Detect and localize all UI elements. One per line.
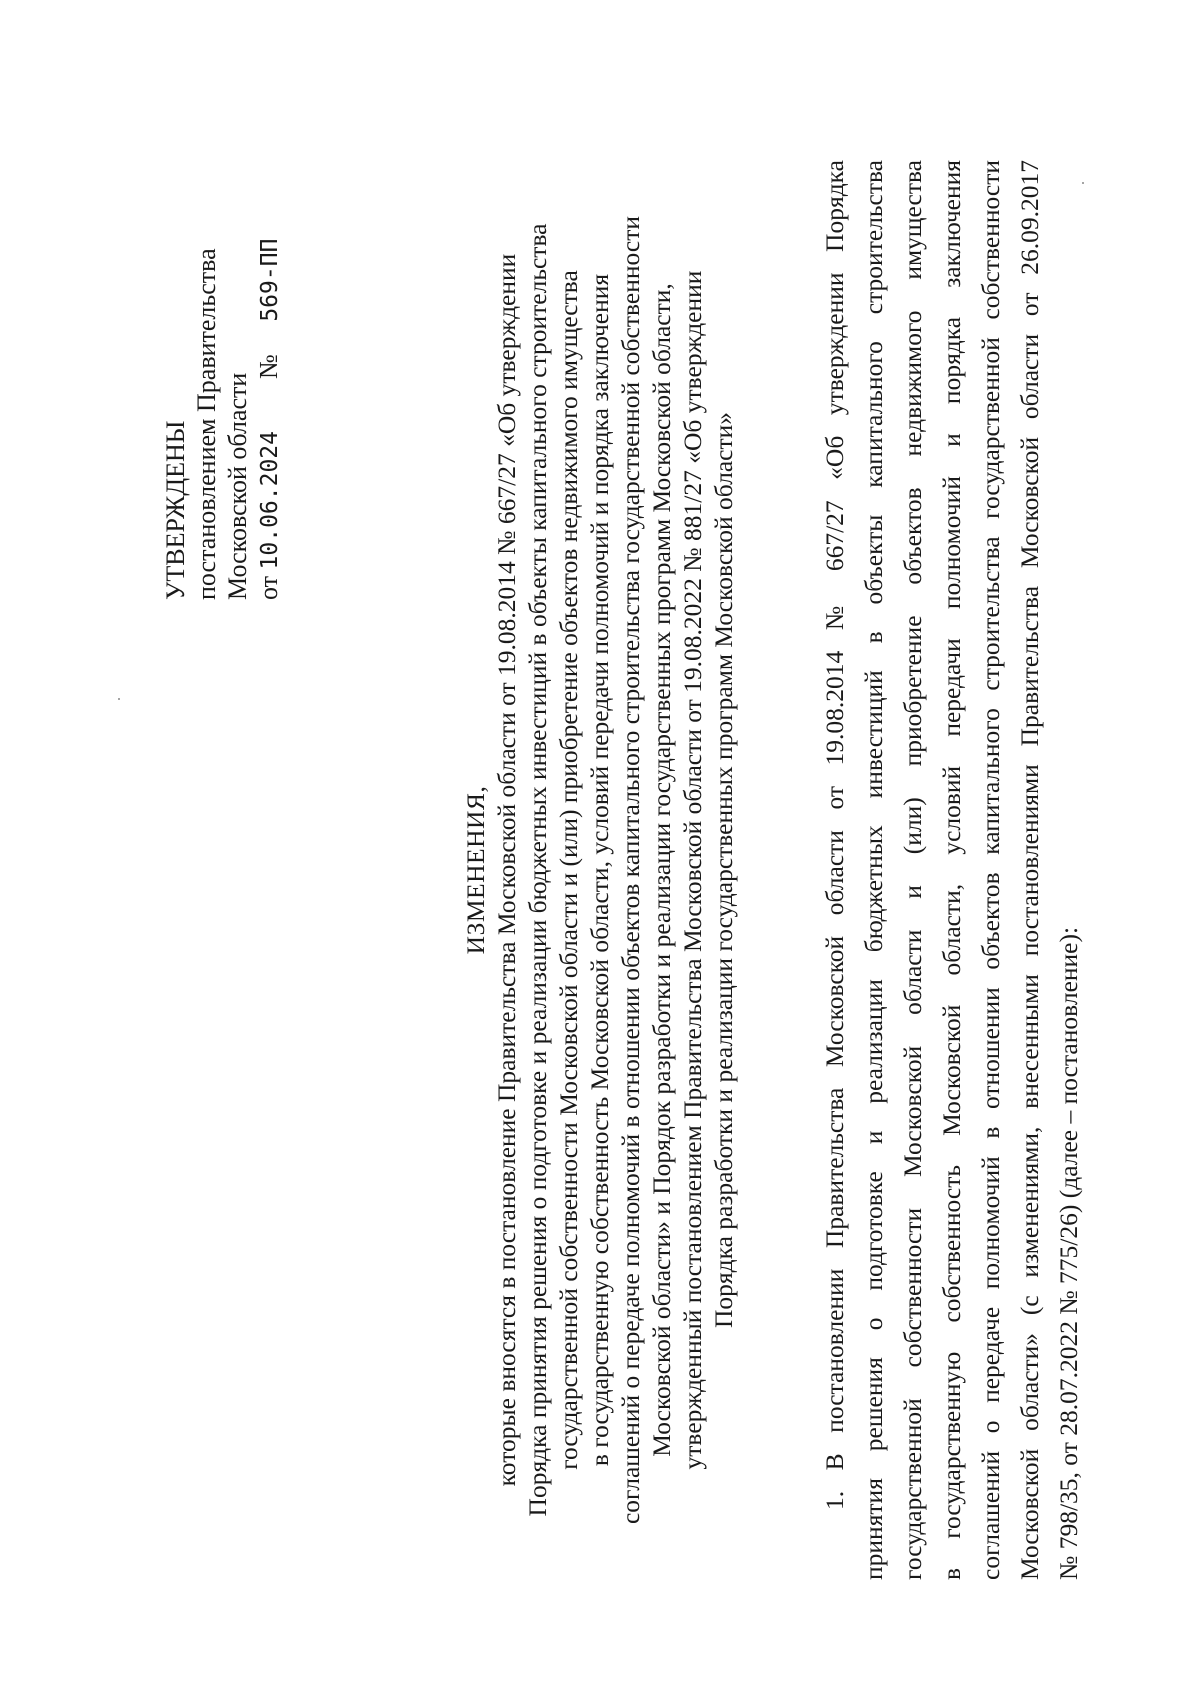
approval-line-3 [253, 140, 286, 600]
title-line: которые вносятся в постановление Правительства Московской области от 19.08.2014 № 667/27 «Об утверждении [492, 253, 521, 1487]
title-line: государственной собственности Московской области и (или) приобретение объектов недвижимого имущества [554, 270, 583, 1470]
title-line: Порядка разработки и реализации государственных программ Московской области» [709, 411, 738, 1329]
approval-line-1: постановлением Правительства [192, 248, 221, 600]
approval-line-2: Московской области [223, 372, 252, 600]
title-line: утвержденный постановлением Правительства Московской области от 19.08.2022 № 881/27 «Об утверждении [678, 270, 707, 1470]
title-line: Порядка принятия решения о подготовке и реализации бюджетных инвестиций в объекты капитального строительства [523, 223, 552, 1517]
paragraph-line: принятия решения о подготовке и реализации бюджетных инвестиций в объекты капитального строительства [859, 160, 888, 1580]
approval-stamp [160, 140, 286, 600]
paragraph-line: соглашений о передаче полномочий в отношении объектов капитального строительства государственной собственности [976, 160, 1005, 1580]
approval-heading: УТВЕРЖДЕНЫ [161, 420, 190, 600]
title-line: соглашений о передаче полномочий в отношении объектов капитального строительства государственной собственности [616, 216, 645, 1525]
approval-number-sign: № [254, 354, 283, 379]
approval-from-label: от [254, 575, 283, 600]
scan-speck [1082, 182, 1084, 184]
paragraph-line: 1. В постановлении Правительства Московской области от 19.08.2014 № 667/27 «Об утверждении Порядка [820, 160, 849, 1510]
body-paragraph [815, 160, 1088, 1580]
paragraph-line: в государственную собственность Московской области, условий передачи полномочий и порядка заключения [937, 160, 966, 1580]
title-main: ИЗМЕНЕНИЯ, [461, 785, 490, 955]
paragraph-line: Московской области» (с изменениями, внесенными постановлениями Правительства Московской области от 26.09.2017 [1015, 160, 1044, 1580]
paragraph-line: № 798/35, от 28.07.2022 № 775/26) (далее – постановление): [1054, 926, 1083, 1580]
scan-speck [118, 698, 120, 700]
title-line: Московской области» и Порядок разработки и реализации государственных программ Московской области, [647, 283, 676, 1457]
document-title [460, 160, 739, 1580]
title-line: в государственную собственность Московской области, условий передачи полномочий и порядка заключения [585, 273, 614, 1467]
rotated-page-content [160, 140, 1090, 1620]
paragraph-line: государственной собственности Московской области и (или) приобретение объектов недвижимого имущества [898, 160, 927, 1580]
approval-date: 10.06.2024 [257, 430, 283, 570]
approval-number: 569-ПП [257, 238, 283, 322]
